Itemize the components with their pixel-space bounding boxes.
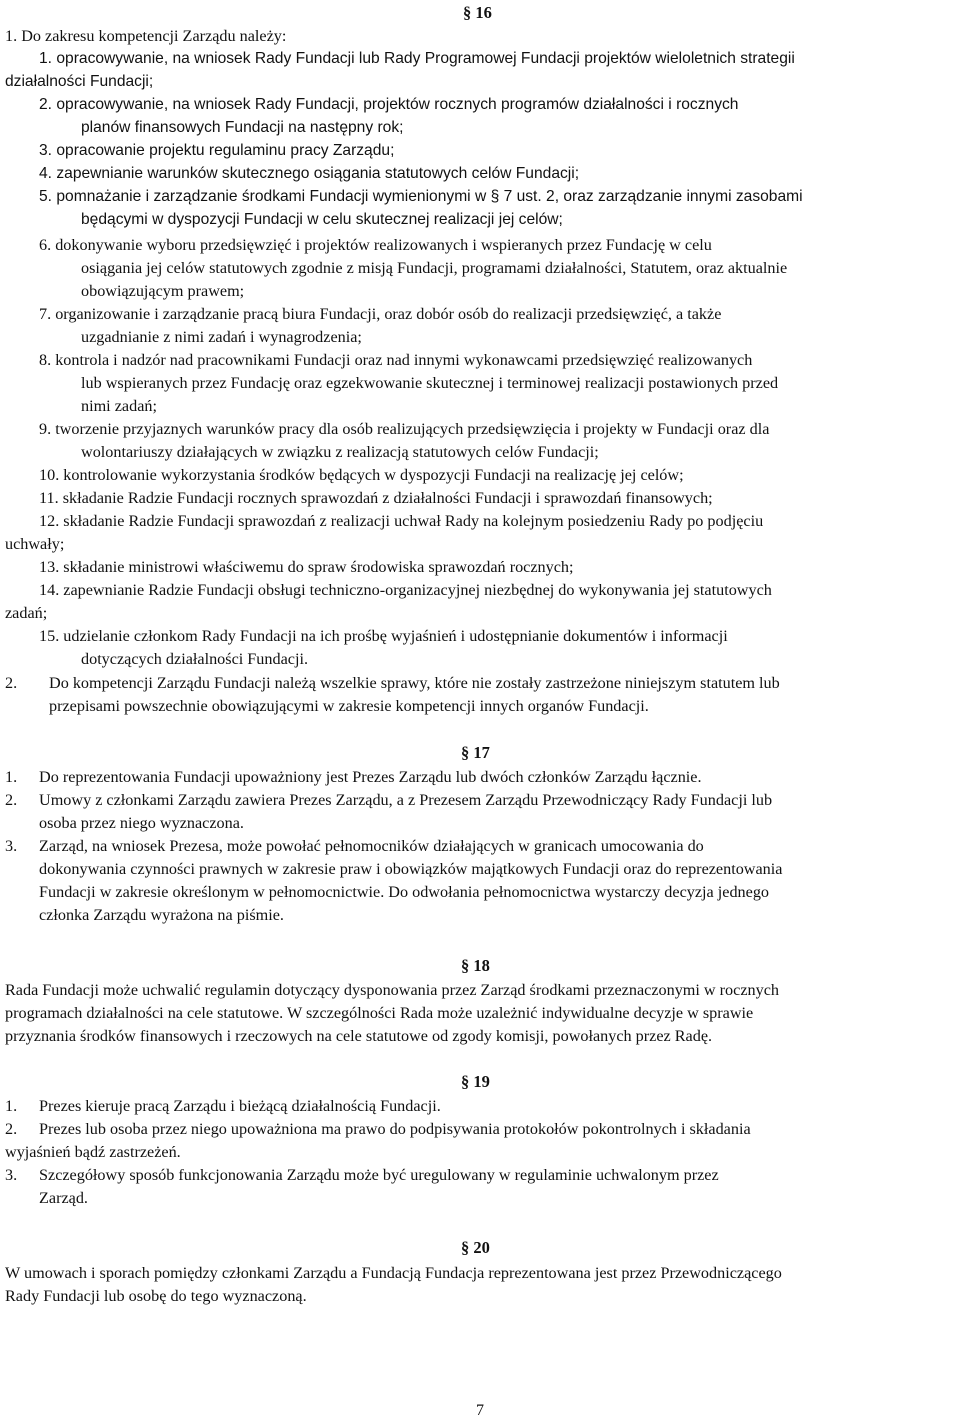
s16-item-15 bbox=[39, 626, 728, 646]
s16-item-2-cont: planów finansowych Fundacji na następny rok; bbox=[81, 119, 404, 136]
list-text: opracowywanie, na wniosek Rady Fundacji lub Rady Programowej Fundacji projektów wieloletnich strategii bbox=[56, 50, 795, 67]
s16-paragraph-1-intro bbox=[5, 26, 286, 46]
s17-item-2 bbox=[5, 790, 772, 810]
list-number: 11. bbox=[39, 489, 59, 507]
list-text: Prezes lub osoba przez niego upoważniona ma prawo do podpisywania protokołów pokontrolnych i składania bbox=[39, 1120, 751, 1138]
s19-item-1 bbox=[5, 1096, 441, 1116]
list-text: organizowanie i zarządzanie pracą biura Fundacji, oraz dobór osób do realizacji przedsięwzięć, a także bbox=[55, 305, 722, 323]
s16-item-15-cont: dotyczących działalności Fundacji. bbox=[81, 650, 308, 668]
list-text: składanie Radzie Fundacji rocznych sprawozdań z działalności Fundacji i sprawozdań finansowych; bbox=[62, 489, 713, 507]
list-text: dokonywanie wyboru przedsięwzięć i projektów realizowanych i wspieranych przez Fundację w celu bbox=[55, 236, 712, 254]
s18-line-2: programach działalności na cele statutowe. W szczególności Rada może uzależnić indywidualne decyzje w sprawie bbox=[5, 1004, 754, 1022]
list-text: opracowywanie, na wniosek Rady Fundacji, projektów rocznych programów działalności i rocznych bbox=[56, 96, 739, 113]
s17-item-3 bbox=[5, 836, 704, 856]
s17-item-3-cont3: członka Zarządu wyrażona na piśmie. bbox=[39, 906, 284, 924]
list-number: 3. bbox=[39, 142, 53, 159]
list-number: 1. bbox=[5, 1097, 18, 1115]
s17-item-2-cont: osoba przez niego wyznaczona. bbox=[39, 814, 244, 832]
list-text: zapewnianie warunków skutecznego osiągania statutowych celów Fundacji; bbox=[56, 165, 580, 182]
s20-line-1: W umowach i sporach pomiędzy członkami Zarządu a Fundacją Fundacja reprezentowana jest przez Przewodniczącego bbox=[5, 1264, 782, 1282]
list-text: zapewnianie Radzie Fundacji obsługi techniczno-organizacyjnej niezbędnej do wykonywania jej statutowych bbox=[63, 581, 772, 599]
list-number: 6. bbox=[39, 236, 52, 254]
s16-item-9-cont: wolontariuszy działających w związku z realizacją statutowych celów Fundacji; bbox=[81, 443, 599, 461]
list-number: 3. bbox=[5, 1166, 18, 1184]
s16-item-10 bbox=[39, 465, 684, 485]
section-17-heading: § 17 bbox=[461, 743, 490, 762]
list-number: 8. bbox=[39, 351, 52, 369]
list-number: 14. bbox=[39, 581, 60, 599]
s16-item-4 bbox=[39, 164, 579, 184]
list-number: 7. bbox=[39, 305, 52, 323]
s16-p2-line1: Do kompetencji Zarządu Fundacji należą wszelkie sprawy, które nie zostały zastrzeżone niniejszym statutem lub bbox=[49, 674, 780, 692]
list-number: 15. bbox=[39, 627, 60, 645]
s17-item-3-cont2: Fundacji w zakresie określonym w pełnomocnictwie. Do odwołania pełnomocnictwa wystarczy decyzja jednego bbox=[39, 883, 770, 901]
s16-item-5-cont: będącymi w dyspozycji Fundacji w celu skutecznej realizacji jej celów; bbox=[81, 211, 563, 228]
list-number: 13. bbox=[39, 558, 60, 576]
list-text: Do reprezentowania Fundacji upoważniony jest Prezes Zarządu lub dwóch członków Zarządu łącznie. bbox=[39, 768, 702, 786]
list-number: 3. bbox=[5, 837, 18, 855]
list-number: 12. bbox=[39, 512, 60, 530]
list-number: 2. bbox=[5, 791, 18, 809]
section-16-heading: § 16 bbox=[463, 3, 492, 22]
s16-p2-line2: przepisami powszechnie obowiązującymi w zakresie kompetencji innych organów Fundacji. bbox=[49, 697, 649, 715]
list-number: 2. bbox=[5, 1120, 18, 1138]
s16-item-6 bbox=[39, 235, 712, 255]
list-text: składanie ministrowi właściwemu do spraw środowiska sprawozdań rocznych; bbox=[63, 558, 574, 576]
list-text: tworzenie przyjaznych warunków pracy dla osób realizujących przedsięwzięcia i projekty w Fundacji oraz dla bbox=[55, 420, 770, 438]
s16-item-14-cont: zadań; bbox=[5, 604, 48, 622]
list-text: kontrolowanie wykorzystania środków będących w dyspozycji Fundacji na realizację jej celów; bbox=[63, 466, 684, 484]
s16-item-8-cont2: nimi zadań; bbox=[81, 397, 157, 415]
s16-item-7-cont: uzgadnianie z nimi zadań i wynagrodzenia; bbox=[81, 328, 362, 346]
s16-item-3 bbox=[39, 141, 394, 161]
s16-item-8-cont: lub wspieranych przez Fundację oraz egzekwowanie skutecznej i terminowej realizacji postawionych przed bbox=[81, 374, 779, 392]
s19-item-3 bbox=[5, 1165, 719, 1185]
s16-item-11 bbox=[39, 488, 713, 508]
list-number: 10. bbox=[39, 466, 60, 484]
list-text: pomnażanie i zarządzanie środkami Fundacji wymienionymi w § 7 ust. 2, oraz zarządzanie innymi zasobami bbox=[56, 188, 803, 205]
s17-item-3-cont: dokonywania czynności prawnych w zakresie praw i obowiązków majątkowych Fundacji oraz do reprezentowania bbox=[39, 860, 783, 878]
s16-item-6-cont: osiągania jej celów statutowych zgodnie z misją Fundacji, programami działalności, Statutem, oraz aktualnie bbox=[81, 259, 788, 277]
s16-item-5 bbox=[39, 187, 803, 207]
list-text: Prezes kieruje pracą Zarządu i bieżącą działalnością Fundacji. bbox=[39, 1097, 441, 1115]
s16-p1-text: Do zakresu kompetencji Zarządu należy: bbox=[21, 27, 287, 45]
list-number: 2. bbox=[39, 96, 53, 113]
s16-item-12 bbox=[39, 511, 763, 531]
section-20-heading: § 20 bbox=[461, 1238, 490, 1257]
s16-item-6-cont2: obowiązującym prawem; bbox=[81, 282, 245, 300]
s16-p1-number: 1. bbox=[5, 27, 18, 45]
s16-item-1-cont: działalności Fundacji; bbox=[5, 73, 154, 90]
list-text: kontrola i nadzór nad pracownikami Fundacji oraz nad innymi wykonawcami przedsięwzięć realizowanych bbox=[55, 351, 753, 369]
list-text: składanie Radzie Fundacji sprawozdań z realizacji uchwał Rady na kolejnym posiedzeniu Rady po podjęciu bbox=[63, 512, 764, 530]
s16-item-13 bbox=[39, 557, 574, 577]
list-text: Szczegółowy sposób funkcjonowania Zarządu może być uregulowany w regulaminie uchwalonym przez bbox=[39, 1166, 719, 1184]
list-text: opracowanie projektu regulaminu pracy Zarządu; bbox=[56, 142, 395, 159]
s16-item-7 bbox=[39, 304, 721, 324]
s18-line-3: przyznania środków finansowych i rzeczowych na cele statutowe od zgody komisji, powołanych przez Radę. bbox=[5, 1027, 713, 1045]
s18-line-1: Rada Fundacji może uchwalić regulamin dotyczący dysponowania przez Zarząd środkami przeznaczonymi w rocznych bbox=[5, 981, 779, 999]
s20-line-2: Rady Fundacji lub osobę do tego wyznaczoną. bbox=[5, 1287, 307, 1305]
list-number: 1. bbox=[5, 768, 18, 786]
list-text: Umowy z członkami Zarządu zawiera Prezes Zarządu, a z Prezesem Zarządu Przewodniczący Rady Fundacji lub bbox=[39, 791, 773, 809]
s19-item-2 bbox=[5, 1119, 751, 1139]
s19-item-3-cont: Zarząd. bbox=[39, 1189, 88, 1207]
section-18-heading: § 18 bbox=[461, 956, 490, 975]
list-number: 1. bbox=[39, 50, 53, 67]
s16-item-8 bbox=[39, 350, 752, 370]
list-number: 9. bbox=[39, 420, 52, 438]
section-19-heading: § 19 bbox=[461, 1072, 490, 1091]
s17-item-1 bbox=[5, 767, 702, 787]
list-number: 4. bbox=[39, 165, 53, 182]
s16-item-2 bbox=[39, 95, 738, 115]
s16-item-12-cont: uchwały; bbox=[5, 535, 65, 553]
s16-item-9 bbox=[39, 419, 769, 439]
s16-item-1 bbox=[39, 49, 795, 69]
s16-p2-number: 2. bbox=[5, 674, 18, 692]
list-number: 5. bbox=[39, 188, 53, 205]
list-text: Zarząd, na wniosek Prezesa, może powołać pełnomocników działających w granicach umocowania do bbox=[39, 837, 704, 855]
s19-item-2-cont: wyjaśnień bądź zastrzeżeń. bbox=[5, 1143, 181, 1161]
list-text: udzielanie członkom Rady Fundacji na ich prośbę wyjaśnień i udostępnianie dokumentów i informacji bbox=[63, 627, 728, 645]
page-number: 7 bbox=[476, 1402, 484, 1419]
s16-item-14 bbox=[39, 580, 772, 600]
